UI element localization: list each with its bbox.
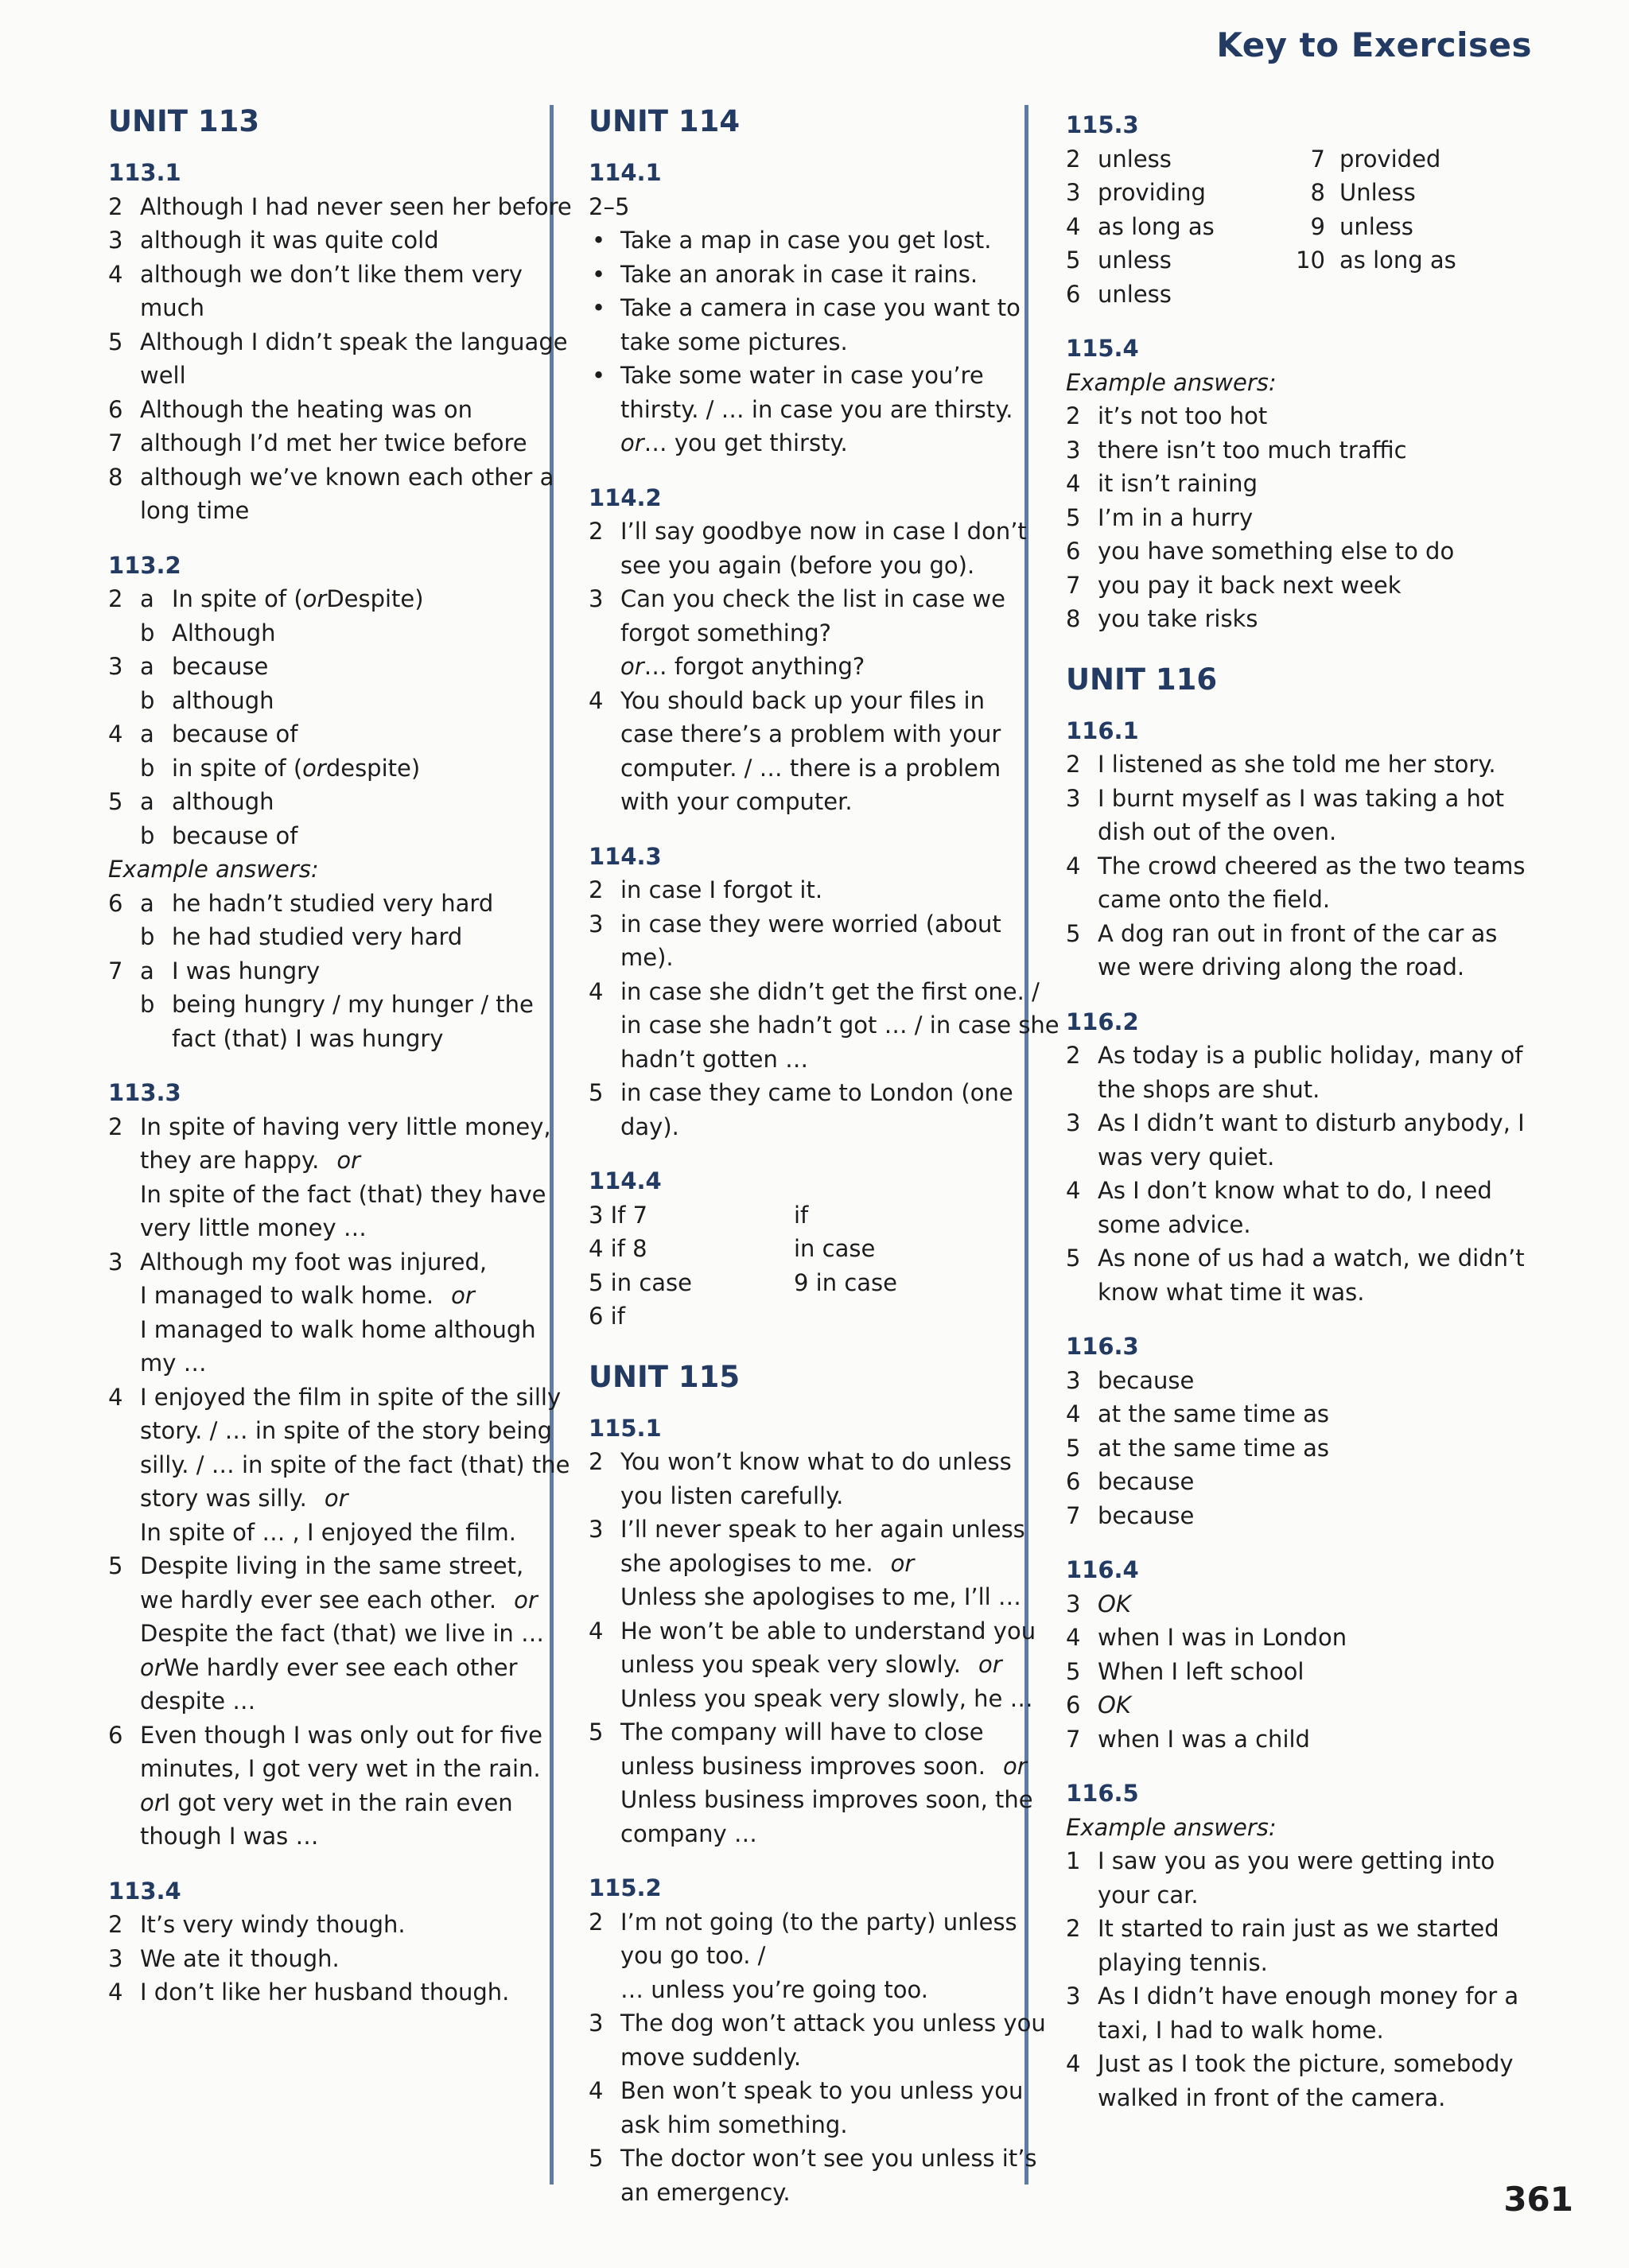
exercise-113-4 bbox=[108, 1874, 538, 2010]
answer-line: 4 The crowd cheered as the two teams bbox=[1066, 852, 1526, 880]
answer-line: you listen carefully. bbox=[620, 1482, 844, 1509]
exercise-number: 116.4 bbox=[1066, 1556, 1139, 1583]
page-header-title: Key to Exercises bbox=[1216, 25, 1532, 64]
answer-line: 3 a because bbox=[108, 653, 269, 680]
answer-line: 2 I’m not going (to the party) unless bbox=[589, 1908, 1017, 1936]
answer-line: 4 You should back up your files in bbox=[589, 686, 985, 714]
answer-line: 4 as long as bbox=[1066, 212, 1215, 240]
answer-line: 4 a because of bbox=[108, 720, 298, 748]
answer-line: 3 We ate it though. bbox=[108, 1944, 340, 1972]
answer-line: ask him something. bbox=[620, 2111, 848, 2138]
page-number: 361 bbox=[1503, 2180, 1573, 2219]
answer-line: 2 unless bbox=[1066, 145, 1172, 173]
answer-line: 7 provided bbox=[1310, 145, 1441, 173]
bullet-line: • Take some water in case you’re bbox=[592, 362, 984, 389]
exercise-number: 116.5 bbox=[1066, 1780, 1139, 1807]
answer-line: 3 As I didn’t have enough money for a bbox=[1066, 1983, 1519, 2010]
answer-line: 2 As today is a public holiday, many of bbox=[1066, 1042, 1523, 1069]
exercise-116-1 bbox=[1066, 714, 1527, 984]
exercise-number: 116.3 bbox=[1066, 1333, 1139, 1360]
answer-line: b Although bbox=[140, 619, 276, 647]
answer-line: unless you speak very slowly. or bbox=[620, 1651, 1002, 1678]
answer-line: they are happy. or bbox=[140, 1147, 360, 1174]
answer-line: 2 It started to rain just as we started bbox=[1066, 1915, 1499, 1942]
answer-line: 3 in case they were worried (about bbox=[589, 910, 1001, 938]
exercise-number: 115.1 bbox=[589, 1414, 662, 1442]
answer-line: 3 providing bbox=[1066, 179, 1206, 206]
answer-line: 4 I don’t like her husband though. bbox=[108, 1979, 510, 2006]
column-1 bbox=[108, 103, 572, 2030]
exercise-number: 114.2 bbox=[589, 484, 662, 511]
exercise-number: 113.4 bbox=[108, 1877, 181, 1905]
answer-line: despite … bbox=[140, 1687, 256, 1715]
answer-line: move suddenly. bbox=[620, 2043, 802, 2071]
exercise-number: 113.1 bbox=[108, 159, 181, 186]
answer-line: 5 As none of us had a watch, we didn’t bbox=[1066, 1245, 1525, 1272]
answer-line: 2 in case I forgot it. bbox=[589, 876, 823, 903]
answer-line: day). bbox=[620, 1113, 679, 1140]
bullet-line: • Take an anorak in case it rains. bbox=[592, 260, 978, 288]
exercise-116-3 bbox=[1066, 1330, 1527, 1532]
answer-line: 6 if bbox=[589, 1303, 625, 1330]
answer-line: 7 you pay it back next week bbox=[1066, 571, 1402, 599]
exercise-114-3 bbox=[589, 840, 1059, 1144]
exercise-113-3 bbox=[108, 1076, 570, 1854]
answer-line: unless business improves soon. or bbox=[620, 1752, 1027, 1780]
answer-line: 2 a In spite of ( or Despite) bbox=[108, 585, 424, 612]
answer-line: 3 Can you check the list in case we bbox=[589, 585, 1005, 612]
answer-line: 7 because bbox=[1066, 1501, 1195, 1529]
answer-line: 5 A dog ran out in front of the car as bbox=[1066, 919, 1498, 947]
answer-line: 3 I burnt myself as I was taking a hot bbox=[1066, 784, 1504, 812]
answer-line: In spite of the fact (that) they have bbox=[140, 1180, 546, 1208]
exercise-number: 113.2 bbox=[108, 551, 181, 579]
exercise-113-2 bbox=[108, 549, 538, 1056]
answer-line: Despite the fact (that) we live in … bbox=[140, 1620, 545, 1647]
answer-line: 3 OK bbox=[1066, 1590, 1131, 1618]
answer-line: 4 at the same time as bbox=[1066, 1400, 1329, 1427]
answer-line: 8 Unless bbox=[1310, 179, 1416, 206]
answer-line: 4 when I was in London bbox=[1066, 1624, 1347, 1651]
answer-line: Unless business improves soon, the bbox=[620, 1786, 1033, 1813]
exercise-114-2 bbox=[589, 481, 1027, 819]
answer-line: 6 unless bbox=[1066, 280, 1172, 308]
answer-line: story. / … in spite of the story being bbox=[140, 1417, 553, 1444]
answer-line: 7 a I was hungry bbox=[108, 957, 321, 984]
answer-line: 4 I enjoyed the film in spite of the silly bbox=[108, 1383, 562, 1411]
answer-line: forgot something? bbox=[620, 619, 832, 647]
answer-line: 6 you have something else to do bbox=[1066, 538, 1455, 565]
answer-line: b because of bbox=[140, 821, 298, 849]
exercise-number: 116.2 bbox=[1066, 1008, 1139, 1035]
answer-line: 2 I listened as she told me her story. bbox=[1066, 751, 1496, 778]
answer-line: b being hungry / my hunger / the bbox=[140, 991, 534, 1018]
answer-line: 5 The company will have to close bbox=[589, 1718, 984, 1746]
example-answers-label: Example answers: bbox=[1066, 368, 1277, 396]
answer-line: me). bbox=[620, 944, 674, 971]
answer-line: Unless you speak very slowly, he … bbox=[620, 1684, 1033, 1712]
exercise-115-1 bbox=[589, 1412, 1036, 1851]
answer-line: she apologises to me. or bbox=[620, 1549, 915, 1577]
answer-line: 6 a he hadn’t studied very hard bbox=[108, 889, 494, 917]
answer-line: 4 Just as I took the picture, somebody bbox=[1066, 2050, 1514, 2077]
answer-line: In spite of … , I enjoyed the film. bbox=[140, 1518, 517, 1546]
unit-115-title: UNIT 115 bbox=[589, 1359, 741, 1394]
answer-line: very little money … bbox=[140, 1214, 367, 1241]
answer-line: 3 Although my foot was injured, bbox=[108, 1248, 488, 1276]
exercise-number: 114.1 bbox=[589, 159, 662, 186]
column-3 bbox=[1066, 108, 1527, 2135]
answer-line: 3 I’ll never speak to her again unless bbox=[589, 1516, 1025, 1543]
answer-line: your car. bbox=[1098, 1881, 1199, 1909]
answer-line: 2 You won’t know what to do unless bbox=[589, 1448, 1012, 1475]
exercise-number: 115.4 bbox=[1066, 335, 1139, 362]
column-2 bbox=[589, 103, 1059, 2230]
example-answers-label: Example answers: bbox=[108, 856, 319, 883]
exercise-number: 114.4 bbox=[589, 1167, 662, 1194]
answer-line: b in spite of ( or despite) bbox=[140, 754, 421, 782]
answer-line: b he had studied very hard bbox=[140, 923, 463, 950]
exercise-115-3 bbox=[1066, 108, 1527, 311]
answer-line: or … you get thirsty. bbox=[620, 429, 848, 456]
answer-line: 5 in case 9 in case bbox=[589, 1268, 897, 1296]
answer-line: we hardly ever see each other. or bbox=[140, 1586, 538, 1614]
answer-line: 5 The doctor won’t see you unless it’s bbox=[589, 2145, 1037, 2172]
answer-line: walked in front of the camera. bbox=[1098, 2084, 1446, 2111]
exercise-114-4 bbox=[589, 1164, 1018, 1334]
exercise-115-2 bbox=[589, 1871, 1046, 2209]
answer-line: minutes, I got very wet in the rain. bbox=[140, 1755, 541, 1782]
answer-line: 4 Ben won’t speak to you unless you bbox=[589, 2077, 1024, 2104]
answer-line: 5 in case they came to London (one bbox=[589, 1079, 1013, 1106]
answer-line: 6 Although the heating was on bbox=[108, 395, 472, 423]
answer-line: 4 He won’t be able to understand you bbox=[589, 1617, 1036, 1645]
exercise-116-2 bbox=[1066, 1005, 1527, 1310]
answer-line: taxi, I had to walk home. bbox=[1098, 2016, 1384, 2044]
answer-line: was very quiet. bbox=[1098, 1143, 1275, 1171]
answer-line: dish out of the oven. bbox=[1098, 818, 1337, 845]
bullet-line: • Take a camera in case you want to bbox=[592, 294, 1021, 321]
bullet-line: • Take a map in case you get lost. bbox=[592, 227, 992, 254]
answer-line: 2 Although I had never seen her before bbox=[108, 192, 572, 220]
exercise-113-1 bbox=[108, 156, 572, 528]
answer-line: or … forgot anything? bbox=[620, 653, 865, 680]
answer-line: I managed to walk home. or bbox=[140, 1282, 475, 1309]
column-divider-1 bbox=[550, 105, 554, 2185]
answer-line: I managed to walk home although bbox=[140, 1315, 536, 1343]
answer-line: 2 I’ll say goodbye now in case I don’t bbox=[589, 518, 1027, 545]
answer-line: fact (that) I was hungry bbox=[172, 1024, 444, 1052]
answer-line: 1 I saw you as you were getting into bbox=[1066, 1847, 1495, 1874]
answer-line: 2 it’s not too hot bbox=[1066, 402, 1268, 429]
answer-line: or We hardly ever see each other bbox=[140, 1653, 518, 1681]
answer-line: hadn’t gotten … bbox=[620, 1045, 809, 1073]
answer-line: 3 although it was quite cold bbox=[108, 227, 439, 254]
answer-line: you go too. / bbox=[620, 1942, 766, 1969]
answer-line: 5 unless bbox=[1066, 247, 1172, 274]
answer-line: take some pictures. bbox=[620, 328, 848, 355]
answer-line: 3 there isn’t too much traffic bbox=[1066, 436, 1407, 464]
answer-line: 5 I’m in a hurry bbox=[1066, 503, 1254, 531]
exercise-number: 115.2 bbox=[589, 1874, 662, 1901]
unit-113-title: UNIT 113 bbox=[108, 104, 260, 138]
answer-line: 9 unless bbox=[1310, 212, 1413, 240]
answer-line: 8 although we’ve known each other a bbox=[108, 463, 554, 491]
answer-line: story was silly. or bbox=[140, 1485, 348, 1512]
exercise-number: 115.3 bbox=[1066, 111, 1139, 138]
answer-line: came onto the field. bbox=[1098, 886, 1331, 913]
answer-line: computer. / … there is a problem bbox=[620, 754, 1001, 782]
answer-line: 4 As I don’t know what to do, I need bbox=[1066, 1177, 1492, 1204]
answer-line: silly. / … in spite of the fact (that) the bbox=[140, 1451, 570, 1478]
answer-line: Unless she apologises to me, I’ll … bbox=[620, 1583, 1021, 1610]
answer-line: 4 in case she didn’t get the first one. / bbox=[589, 977, 1040, 1005]
answer-line: or I got very wet in the rain even bbox=[140, 1788, 513, 1816]
answer-line: 6 because bbox=[1066, 1468, 1195, 1495]
exercise-number: 114.3 bbox=[589, 842, 662, 870]
answer-line: 7 although I’d met her twice before bbox=[108, 429, 527, 456]
answer-line: 10 as long as bbox=[1296, 247, 1456, 274]
answer-line: some advice. bbox=[1098, 1210, 1251, 1238]
answer-line: company … bbox=[620, 1819, 757, 1847]
answer-line: 8 you take risks bbox=[1066, 605, 1258, 632]
answer-line: with your computer. bbox=[620, 788, 853, 815]
answer-line: 2–5 bbox=[589, 192, 630, 220]
answer-line: 3 The dog won’t attack you unless you bbox=[589, 2010, 1046, 2037]
answer-line: we were driving along the road. bbox=[1098, 953, 1465, 981]
answer-line: 2 In spite of having very little money, bbox=[108, 1113, 551, 1140]
exercise-115-4 bbox=[1066, 332, 1527, 636]
answer-line: long time bbox=[140, 497, 250, 524]
answer-line: 5 at the same time as bbox=[1066, 1434, 1329, 1462]
answer-line: an emergency. bbox=[620, 2178, 791, 2206]
answer-line: though I was … bbox=[140, 1823, 319, 1850]
answer-line: 5 a although bbox=[108, 788, 274, 815]
answer-line: thirsty. / … in case you are thirsty. bbox=[620, 395, 1013, 423]
unit-116-title: UNIT 116 bbox=[1066, 662, 1218, 697]
answer-line: well bbox=[140, 362, 186, 389]
exercise-116-4 bbox=[1066, 1553, 1527, 1756]
answer-line: 4 although we don’t like them very bbox=[108, 260, 523, 288]
answer-line: my … bbox=[140, 1350, 207, 1377]
answer-line: in case she hadn’t got … / in case she bbox=[620, 1012, 1059, 1039]
answer-line: 4 it isn’t raining bbox=[1066, 470, 1258, 497]
answer-line: 5 When I left school bbox=[1066, 1657, 1304, 1685]
answer-line: know what time it was. bbox=[1098, 1278, 1365, 1306]
answer-line: much bbox=[140, 294, 204, 321]
answer-line: 7 when I was a child bbox=[1066, 1725, 1310, 1753]
answer-line: 6 Even though I was only out for five bbox=[108, 1721, 543, 1749]
unit-114-title: UNIT 114 bbox=[589, 104, 741, 138]
answer-line: playing tennis. bbox=[1098, 1948, 1268, 1976]
answer-line: 3 As I didn’t want to disturb anybody, I bbox=[1066, 1109, 1525, 1136]
answer-line: 3 because bbox=[1066, 1366, 1195, 1394]
example-answers-label: Example answers: bbox=[1066, 1813, 1277, 1841]
exercise-116-5 bbox=[1066, 1777, 1527, 2115]
answer-line: … unless you’re going too. bbox=[620, 1975, 928, 2003]
column-divider-2 bbox=[1024, 105, 1028, 2185]
answer-line: the shops are shut. bbox=[1098, 1075, 1320, 1103]
answer-line: 2 It’s very windy though. bbox=[108, 1911, 406, 1938]
answer-line: see you again (before you go). bbox=[620, 551, 975, 579]
answer-line: 4 if 8 in case bbox=[589, 1235, 876, 1262]
exercise-114-1 bbox=[589, 156, 1021, 460]
answer-line: 6 OK bbox=[1066, 1691, 1131, 1718]
answer-line: 3 If 7 if bbox=[589, 1201, 809, 1229]
answer-line: b although bbox=[140, 686, 274, 714]
answer-line: 5 Despite living in the same street, bbox=[108, 1552, 524, 1579]
answer-line: 5 Although I didn’t speak the language bbox=[108, 328, 568, 355]
answer-line: case there’s a problem with your bbox=[620, 720, 1001, 748]
exercise-number: 116.1 bbox=[1066, 717, 1139, 744]
exercise-number: 113.3 bbox=[108, 1079, 181, 1106]
